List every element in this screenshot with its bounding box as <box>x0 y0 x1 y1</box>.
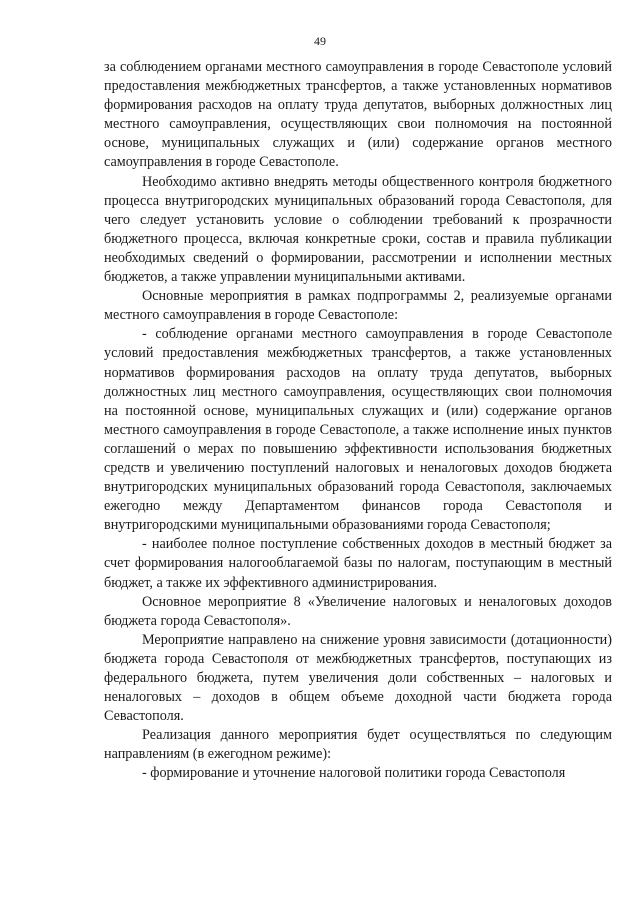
document-body <box>104 58 612 784</box>
list-item-tax-policy: - формирование и уточнение налоговой политики города Севастополя <box>142 765 566 782</box>
paragraph-implementation: Реализация данного мероприятия будет осуществляться по следующим направлениям (в ежегодном режиме): <box>104 727 612 763</box>
paragraph-measure-8-purpose: Мероприятие направлено на снижение уровня зависимости (дотационности) бюджета города Севастополя от межбюджетных трансфертов, поступающих из федерального бюджета, путем увеличения доли собственных – налоговых и неналоговых – доходов в общем объеме доходной части бюджета города Севастополя. <box>104 631 612 725</box>
paragraph-measure-8-title: Основное мероприятие 8 «Увеличение налоговых и неналоговых доходов бюджета города Севастополя». <box>104 593 612 629</box>
list-item-compliance: - соблюдение органами местного самоуправления в городе Севастополе условий предоставления межбюджетных трансфертов, а также установленных нормативов формирования расходов на оплату труда депутатов, выборных должностных лиц местного самоуправления, осуществляющих свои полномочия на постоянной основе, муниципальных служащих и (или) содержание органов местного самоуправления в городе Севастополе, а также исполнение иных пунктов соглашений о мерах по повышению эффективности использования бюджетных средств и увеличению поступлений налоговых и неналоговых доходов бюджета внутригородских муниципальных образований города Севастополя, заключаемых ежегодно между Департаментом финансов города Севастополя и внутригородскими муниципальными образованиями города Севастополя; <box>104 326 612 534</box>
paragraph-public-control: Необходимо активно внедрять методы общественного контроля бюджетного процесса внутригородских муниципальных образований города Севастополя, для чего следует установить условие о соблюдении требований к прозрачности бюджетного процесса, включая конкретные сроки, состав и правила публикации необходимых сведений о формировании, рассмотрении и исполнении местных бюджетов, а также управлении муниципальными активами. <box>104 173 612 286</box>
paragraph-continuation: за соблюдением органами местного самоуправления в городе Севастополе условий предоставления межбюджетных трансфертов, а также установленных нормативов формирования расходов на оплату труда депутатов, выборных должностных лиц местного самоуправления, осуществляющих свои полномочия на постоянной основе, муниципальных служащих и (или) содержание органов местного самоуправления в городе Севастополе. <box>104 59 612 171</box>
list-item-revenue: - наиболее полное поступление собственных доходов в местный бюджет за счет формирования налогооблагаемой базы по налогам, поступающим в местный бюджет, а также их эффективного администрирования. <box>104 536 612 591</box>
page-number: 49 <box>314 34 326 48</box>
paragraph-main-measures-intro: Основные мероприятия в рамках подпрограммы 2, реализуемые органами местного самоуправления в городе Севастополе: <box>104 288 612 324</box>
